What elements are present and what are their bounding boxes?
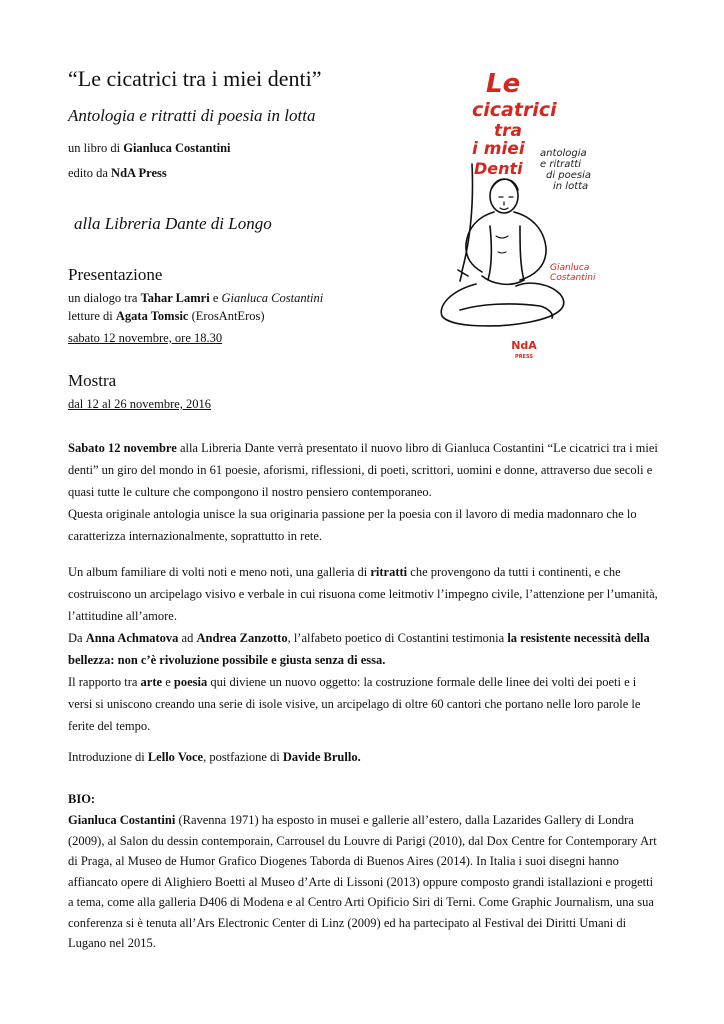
exhibition-heading: Mostra — [68, 371, 117, 390]
right-arm — [514, 212, 546, 280]
cover-title-line: cicatrici — [472, 99, 557, 121]
text-bold: Gianluca Costantini — [68, 813, 176, 827]
text: Il rapporto tra — [68, 675, 141, 689]
paragraph-intro — [68, 437, 658, 547]
text: (ErosAntEros) — [188, 309, 265, 323]
presentation-date: sabato 12 novembre, ore 18.30 — [68, 331, 223, 345]
venue-heading: alla Libreria Dante di Longo — [74, 214, 272, 233]
cover-signature: Costantini — [550, 273, 596, 283]
bio-heading: BIO: — [68, 792, 96, 806]
text-bold: Lello Voce — [147, 750, 204, 764]
byline-prefix: un libro di — [68, 141, 124, 155]
book-cover-illustration — [420, 66, 648, 364]
text: e — [162, 675, 174, 689]
text-bold: la resistente necessità della bellezza: non c’è rivoluzione possibile e giusta senza di essa. — [68, 631, 650, 667]
text: che provengono da tutti i continenti, e che costruiscono un arcipelago visivo e verbale in cui risuona come leitmotiv l’impegno civile, l’attenzione per l’umanità, l’attitudine all’amore. — [68, 565, 658, 623]
text: Introduzione di — [68, 750, 148, 764]
page-title: “Le cicatrici tra i miei denti” — [68, 66, 322, 91]
publisher-name: NdA Press — [111, 166, 167, 180]
text: letture di — [68, 309, 116, 323]
publisher-prefix: edito da — [68, 166, 112, 180]
text: alla Libreria Dante verrà presentato il nuovo libro di Gianluca Costantini “Le cicatrici tra i miei denti” un giro del mondo in 61 poesie, aforismi, riflessioni, di poeti, scrittori, uomini e donne, attraverso due secoli e quasi tutte le culture che compongono il nostro pensiero contemporaneo. — [68, 441, 658, 499]
text: , l’alfabeto poetico di Costantini testimonia — [287, 631, 508, 645]
paragraph-bio — [68, 810, 658, 954]
text: Questa originale antologia unisce la sua originaria passione per la poesia con il lavoro di media madonnaro che lo caratterizza internazionalmente, soprattutto in rete. — [68, 507, 637, 543]
book-cover — [420, 66, 648, 364]
text: qui diviene un nuovo oggetto: la costruzione formale delle linee dei volti dei poeti e i versi si uniscono creando una serie di isole visive, un arcipelago di oltre 60 cantori che portano nelle loro parole le ferite del tempo. — [68, 675, 641, 733]
text: e — [209, 291, 222, 305]
text-bold: Andrea Zanzotto — [196, 631, 288, 645]
exhibition-dates: dal 12 al 26 novembre, 2016 — [68, 397, 212, 411]
text-bold: Anna Achmatova — [85, 631, 179, 645]
text-bold: Davide Brullo. — [282, 750, 361, 764]
text: Un album familiare di volti noti e meno noti, una galleria di — [68, 565, 371, 579]
publisher-line — [68, 166, 167, 181]
presentation-dialogue — [68, 291, 323, 306]
cover-title-line: Le — [486, 69, 521, 99]
reader-name: Agata Tomsic — [115, 309, 189, 323]
text-bold: Sabato 12 novembre — [68, 441, 177, 455]
text: , postfazione di — [203, 750, 283, 764]
author-name: Gianluca Costantini — [123, 141, 231, 155]
cover-title-line: i miei — [472, 139, 525, 159]
text-bold: poesia — [173, 675, 208, 689]
cover-publisher: NdA — [511, 339, 537, 352]
speaker-name: Gianluca Costantini — [221, 291, 324, 305]
text-bold: arte — [140, 675, 163, 689]
figure-drawing — [441, 164, 564, 326]
cover-title-line: tra — [494, 121, 522, 141]
cover-subtitle-line: e ritratti — [540, 159, 582, 170]
text: Da — [68, 631, 86, 645]
text: un dialogo tra — [68, 291, 141, 305]
subtitle: Antologia e ritratti di poesia in lotta — [68, 106, 316, 125]
cover-signature: Gianluca — [550, 263, 590, 273]
text-bold: ritratti — [370, 565, 408, 579]
text: ad — [178, 631, 197, 645]
cover-subtitle-line: in lotta — [553, 181, 589, 192]
cover-subtitle-line: di poesia — [546, 170, 592, 181]
paragraph-album — [68, 561, 658, 737]
speaker-name: Tahar Lamri — [140, 291, 210, 305]
text: (Ravenna 1971) ha esposto in musei e gallerie all’estero, dalla Lazarides Gallery di Londra (2009), al Salon du dessin contemporain, Carrousel du Louvre di Parigi (2010), dal Dox Centre for Contemporary Art di Praga, al Museo de Humor Grafico Diogenes Taborda di Buenos Aires (2014). In Italia i suoi disegni hanno affiancato opere di Alighiero Boetti al Museo d’Arte di Lissoni (2013) oppure composto grandi istallazioni e progetti a tema, come alla galleria D406 di Modena e al Centro Arti Opificio Siri di Terni. Come Graphic Journalism, una sua conferenza si è tenuta all’Ars Electronic Center di Linz (2009) ed ha partecipato al Festival dei Diritti Umani di Lugano nel 2015. — [68, 813, 657, 950]
presentation-readings — [68, 309, 265, 324]
byline — [68, 141, 231, 156]
presentation-heading: Presentazione — [68, 265, 163, 284]
paragraph-credits — [68, 746, 658, 768]
cover-subtitle-line: antologia — [540, 148, 587, 159]
cover-publisher-sub: PRESS — [515, 354, 533, 360]
cover-title-line: Denti — [474, 159, 523, 178]
